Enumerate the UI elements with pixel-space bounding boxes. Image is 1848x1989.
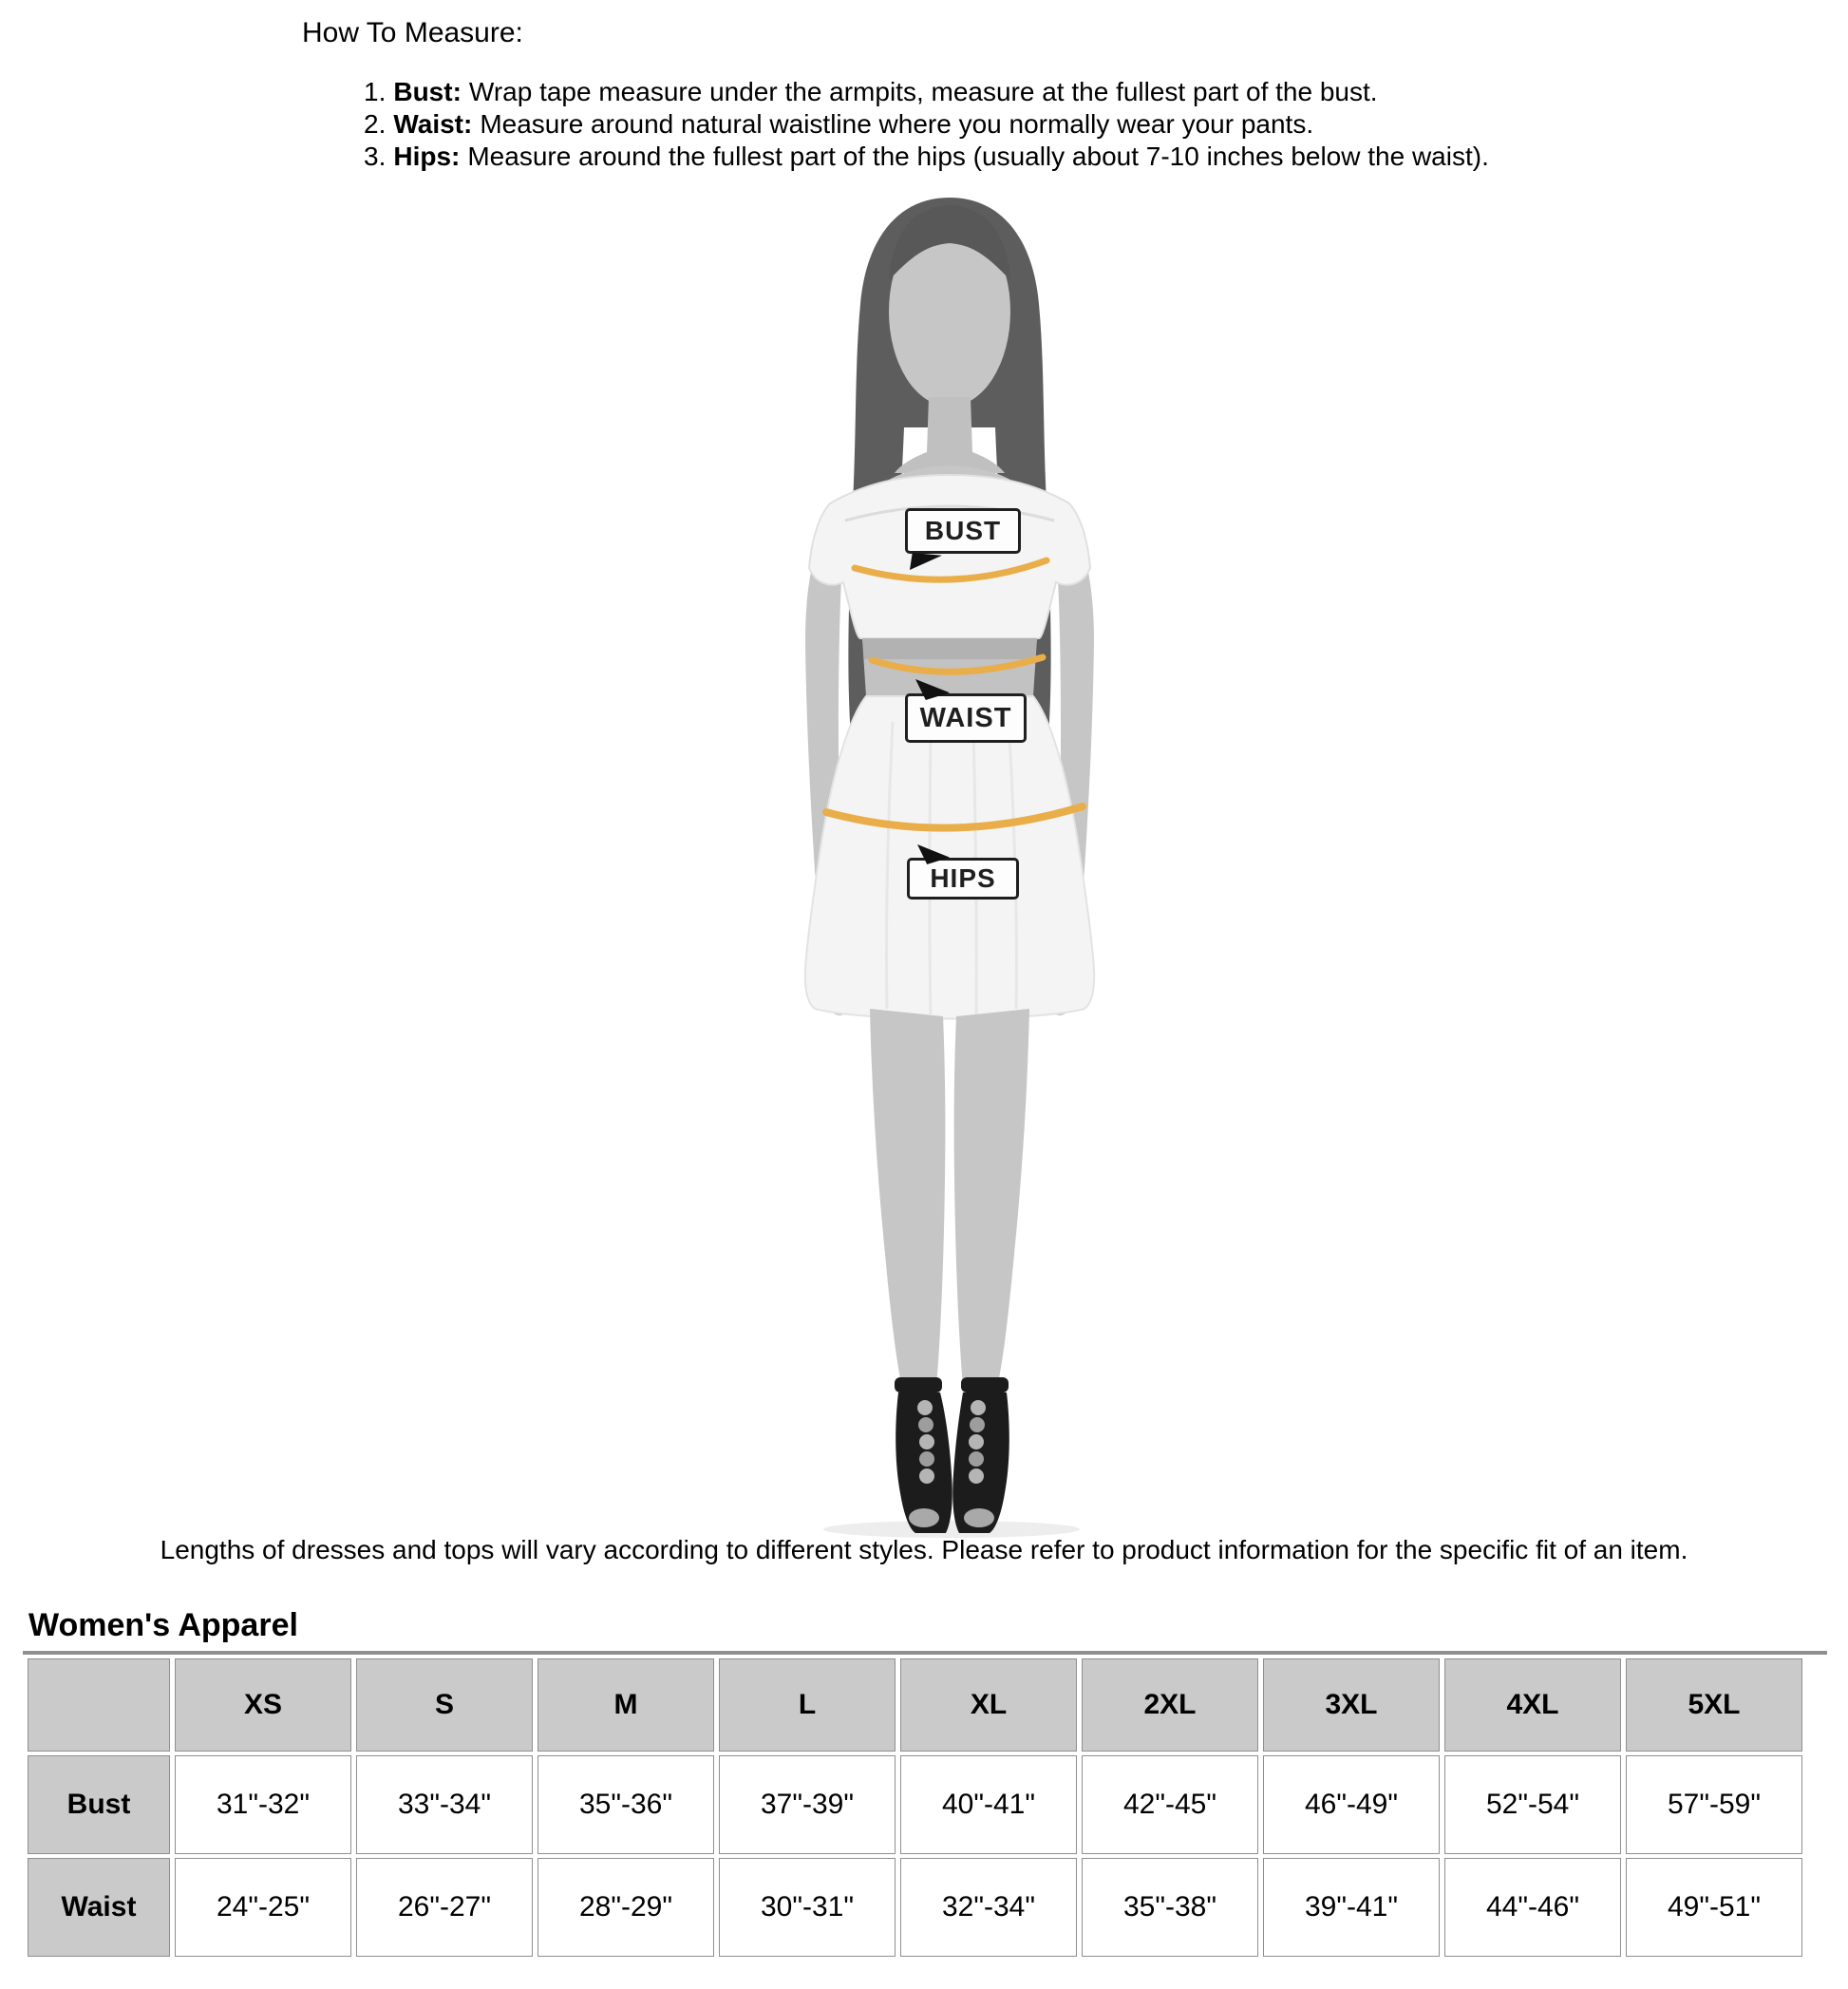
list-item xyxy=(364,108,1489,141)
size-table xyxy=(23,1655,1807,1961)
right-shoe xyxy=(952,1377,1009,1533)
bust-cell: 40"-41" xyxy=(900,1755,1077,1854)
bust-cell: 57"-59" xyxy=(1626,1755,1802,1854)
bust-cell: 35"-36" xyxy=(537,1755,714,1854)
fit-note: Lengths of dresses and tops will vary according to different styles. Please refer to product information for the specific fit of an item. xyxy=(160,1535,1688,1564)
step-term: Bust: xyxy=(393,77,462,106)
waist-cell: 26"-27" xyxy=(356,1858,533,1957)
list-item xyxy=(364,141,1489,173)
bust-cell: 33"-34" xyxy=(356,1755,533,1854)
column-header: XS xyxy=(175,1658,351,1752)
model-photo xyxy=(703,190,1197,1539)
table-header-row xyxy=(28,1658,1802,1752)
size-chart xyxy=(23,1651,1827,1961)
left-leg xyxy=(870,1009,945,1387)
corner-cell xyxy=(28,1658,170,1752)
waist-cell: 24"-25" xyxy=(175,1858,351,1957)
row-label: Waist xyxy=(28,1858,170,1957)
list-item xyxy=(364,76,1489,108)
waist-cell: 44"-46" xyxy=(1444,1858,1621,1957)
waist-callout-label xyxy=(905,693,1027,743)
column-header: 2XL xyxy=(1082,1658,1258,1752)
waist-row xyxy=(28,1858,1802,1957)
size-chart-heading: Women's Apparel xyxy=(28,1607,298,1643)
step-term: Hips: xyxy=(393,142,461,171)
waist-cell: 35"-38" xyxy=(1082,1858,1258,1957)
waist-cell: 30"-31" xyxy=(719,1858,896,1957)
left-shoe xyxy=(895,1377,952,1533)
waist-cell: 28"-29" xyxy=(537,1858,714,1957)
column-header: 5XL xyxy=(1626,1658,1802,1752)
step-text: Wrap tape measure under the armpits, measure at the fullest part of the bust. xyxy=(468,77,1378,106)
column-header: S xyxy=(356,1658,533,1752)
waist-cell: 49"-51" xyxy=(1626,1858,1802,1957)
bust-label-text: BUST xyxy=(924,516,1002,545)
column-header: 3XL xyxy=(1263,1658,1440,1752)
how-to-measure-list xyxy=(364,76,1489,173)
step-number: 2. xyxy=(364,109,387,139)
bust-cell: 37"-39" xyxy=(719,1755,896,1854)
step-number: 1. xyxy=(364,77,387,106)
hips-callout-label xyxy=(907,858,1019,900)
waist-cell: 39"-41" xyxy=(1263,1858,1440,1957)
column-header: L xyxy=(719,1658,896,1752)
bust-cell: 31"-32" xyxy=(175,1755,351,1854)
step-text: Measure around natural waistline where you normally wear your pants. xyxy=(480,109,1314,139)
column-header: XL xyxy=(900,1658,1077,1752)
bust-cell: 46"-49" xyxy=(1263,1755,1440,1854)
hips-label-text: HIPS xyxy=(930,863,996,893)
column-header: 4XL xyxy=(1444,1658,1621,1752)
bust-cell: 52"-54" xyxy=(1444,1755,1621,1854)
row-label: Bust xyxy=(28,1755,170,1854)
right-leg xyxy=(954,1009,1029,1387)
step-term: Waist: xyxy=(393,109,473,139)
crop-top xyxy=(809,475,1090,638)
waist-cell: 32"-34" xyxy=(900,1858,1077,1957)
waist-label-text: WAIST xyxy=(919,702,1012,733)
bust-cell: 42"-45" xyxy=(1082,1755,1258,1854)
column-header: M xyxy=(537,1658,714,1752)
step-number: 3. xyxy=(364,142,387,171)
step-text: Measure around the fullest part of the hips (usually about 7-10 inches below the waist). xyxy=(467,142,1489,171)
bust-callout-label xyxy=(905,508,1021,554)
how-to-measure-title: How To Measure: xyxy=(302,17,523,48)
bust-row xyxy=(28,1755,1802,1854)
midriff-shadow xyxy=(862,638,1037,659)
